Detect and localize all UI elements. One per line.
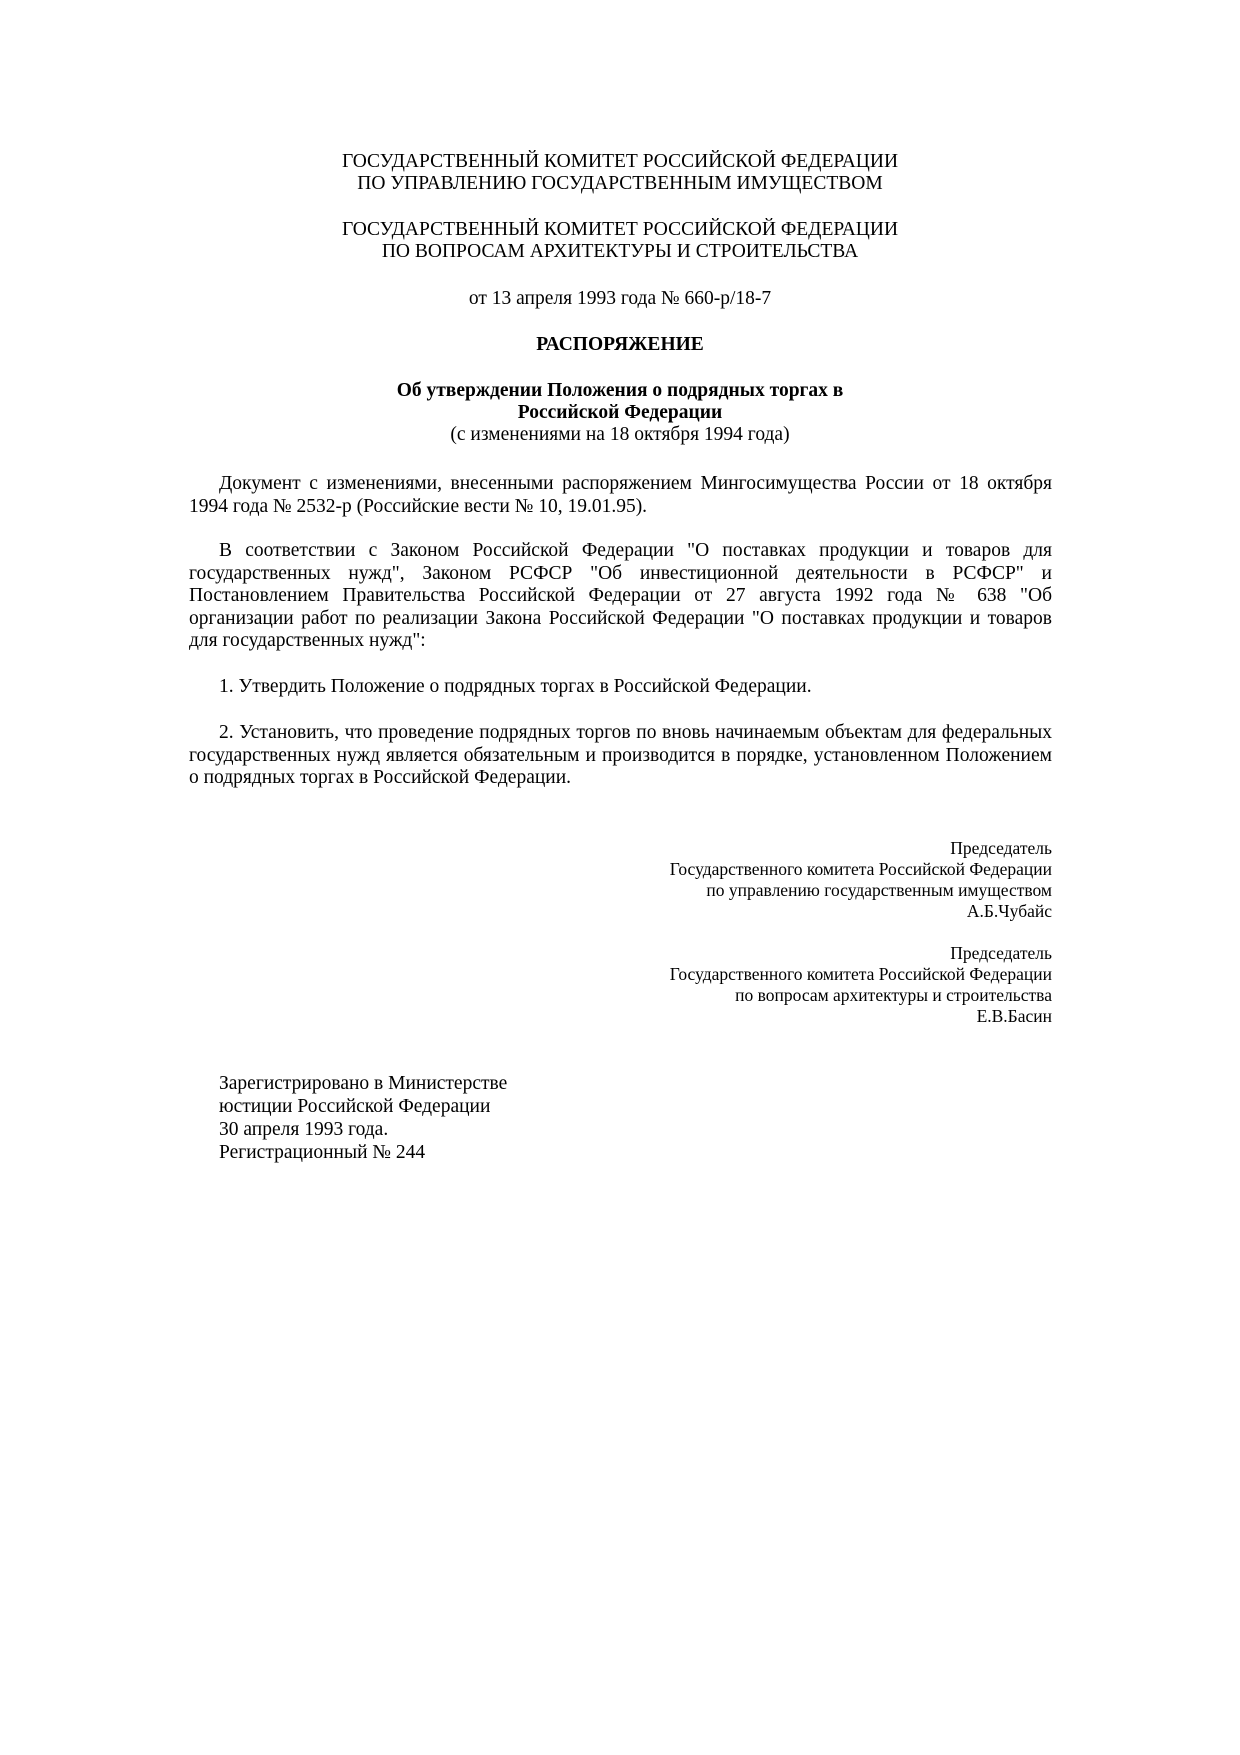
signature-2-department: по вопросам архитектуры и строительства (735, 985, 1052, 1005)
agency-1-line-2: ПО УПРАВЛЕНИЮ ГОСУДАРСТВЕННЫМ ИМУЩЕСТВОМ (357, 173, 883, 194)
signature-1-name: А.Б.Чубайс (966, 901, 1052, 921)
agency-2-line-1: ГОСУДАРСТВЕННЫЙ КОМИТЕТ РОССИЙСКОЙ ФЕДЕРАЦИИ (341, 219, 899, 240)
title-line-1: Об утверждении Положения о подрядных торгах в (396, 380, 844, 401)
signature-1-title: Председатель (950, 838, 1052, 858)
document-date-number (190, 288, 1050, 310)
agency-2-line-2: ПО ВОПРОСАМ АРХИТЕКТУРЫ И СТРОИТЕЛЬСТВА (381, 241, 859, 262)
signature-block-2 (452, 943, 1052, 1027)
registration-line-4: Регистрационный № 244 (219, 1142, 426, 1163)
issuing-agency-1 (190, 151, 1050, 195)
document-type-text: РАСПОРЯЖЕНИЕ (536, 334, 704, 355)
agency-1-line-1: ГОСУДАРСТВЕННЫЙ КОМИТЕТ РОССИЙСКОЙ ФЕДЕРАЦИИ (341, 151, 899, 172)
registration-line-2: юстиции Российской Федерации (219, 1096, 491, 1117)
item-2-text: 2. Установить, что проведение подрядных торгов по вновь начинаемым объектам для федеральных государственных нужд является обязательным и производится в порядке, установленном Положением о подрядных торгах в Российской Федерации. (189, 722, 1052, 788)
title-line-2: Российской Федерации (517, 402, 723, 423)
signature-1-department: по управлению государственным имуществом (706, 880, 1052, 900)
paragraph-2: В соответствии с Законом Российской Федерации "О поставках продукции и товаров для государственных нужд", Законом РСФСР "Об инвестиционной деятельности в РСФСР" и Постановлением Правительства Российской Федерации от 27 августа 1992 года № 638 "Об организации работ по реализации Закона Российской Федерации "О поставках продукции и товаров для государственных нужд": (189, 540, 1052, 651)
issuing-agency-2 (190, 219, 1050, 263)
document-type (190, 334, 1050, 356)
document-title (190, 380, 1050, 446)
signature-block-1 (452, 838, 1052, 922)
registration-line-1: Зарегистрировано в Министерстве (219, 1073, 508, 1094)
signature-2-organization: Государственного комитета Российской Федерации (669, 964, 1052, 984)
registration-line-3: 30 апреля 1993 года. (219, 1119, 389, 1140)
amendments-note: (с изменениями на 18 октября 1994 года) (450, 424, 790, 445)
signature-2-title: Председатель (950, 943, 1052, 963)
paragraph-1: Документ с изменениями, внесенными распоряжением Мингосимущества России от 18 октября 1994 года № 2532-р (Российские вести № 10, 19.01.95). (189, 473, 1052, 517)
signature-1-organization: Государственного комитета Российской Федерации (669, 859, 1052, 879)
order-item-1 (189, 676, 1052, 699)
date-number-text: от 13 апреля 1993 года № 660-р/18-7 (468, 288, 772, 309)
registration-block (219, 1072, 719, 1164)
item-1-text: 1. Утвердить Положение о подрядных торгах в Российской Федерации. (219, 676, 812, 697)
paragraph-legal-basis (189, 540, 1052, 653)
order-item-2 (189, 722, 1052, 790)
signature-2-name: Е.В.Басин (976, 1006, 1052, 1026)
paragraph-amendment-note (189, 473, 1052, 518)
